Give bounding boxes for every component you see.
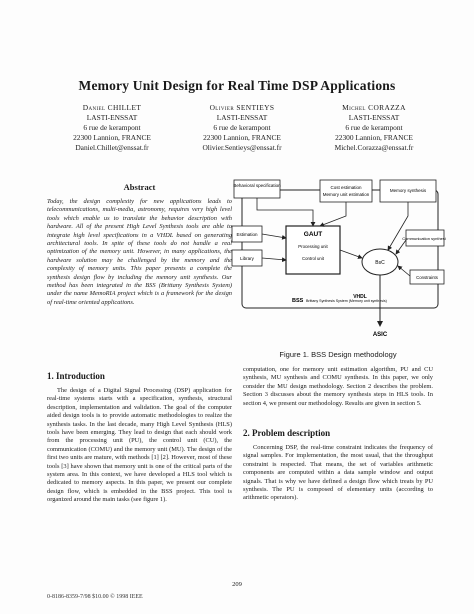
constraints-label: Constraints [416,275,438,280]
bss-label: BSS [292,298,304,304]
section-2-heading: 2. Problem description [243,428,331,438]
author-affiliation: LASTI-ENSSAT [216,113,268,122]
cost-box [320,180,372,202]
behavioral-label: Behavioral specification [233,183,281,188]
arrow-estimation-to-gaut [262,234,286,238]
author-email: Olivier.Sentieys@enssat.fr [202,143,282,152]
copyright-footer: 0-8186-8359-7/98 $10.00 © 1998 IEEE [47,594,143,600]
section-1-heading: 1. Introduction [47,371,105,381]
author-block [42,103,442,163]
abstract-body: Today, the design complexity for new applications leads to telecommunications, multi-media, astronomy, requires very high level tools which enable us to translate the behavior description with hardware. All of the present High Level Synthesis tools are able to integrate high level specifications in a VHDL based on generating architectural tools. In spite of these tools do not handle a real optimization of the memory unit. However, in many applications, the hardware solution may be challenged by the memory and the complexity of memory units. This paper presents a complete the synthesis design flow by including the memory unit synthesis. Our method has been integrated in the BSS (Brittany Synthesis System) under the name MemoRIA project which is a framework for the design of real-time oriented applications. [47,198,232,306]
author-1 [42,103,182,153]
processing-label: Processing unit [298,244,328,249]
author-affiliation: LASTI-ENSSAT [348,113,400,122]
author-city: 22300 Lannion, FRANCE [73,133,151,142]
author-email: Michel.Corazza@enssat.fr [334,143,414,152]
author-affiliation: LASTI-ENSSAT [86,113,138,122]
bsc-label: BsC [375,260,385,266]
author-2 [172,103,312,153]
bss-diagram [230,176,446,344]
library-label: Library [240,256,254,261]
section-1-body: The design of a Digital Signal Processing (DSP) application for real-time systems starts with a specification, synthesis, structural description, implementation and validation. The goal of the computer aided design tools is to provide automatic methodologies to realize the synthesis tasks. In the last decade, many High Level Synthesis (HLS) tools have been emerging. They lead to design that each should work from the processing unit (PU), the control unit (CU), the communication (COMU) and the memory unit (MU). The design of the first two units are mature, with methods [1] [2]. However, most of these tools [3] have shown that memory unit is one of the critical parts of the system area. In this context, we have developed a HLS tool which is dedicated to memory aspects. In this paper, we present our complete design flow, which is embedded in the BSS project. This tool is organized around the main tasks (see figure 1). [47,387,232,504]
asic-label: ASIC [372,332,388,338]
author-address: 6 rue de kerampont [213,123,271,132]
arrow-memsynth-to-bsc [388,202,408,250]
estimation-label: Estimation [236,232,258,237]
author-name: Olivier SENTIEYS [209,103,275,112]
author-address: 6 rue de kerampont [83,123,141,132]
arrow-gaut-to-bsc [340,250,362,258]
author-city: 22300 Lannion, FRANCE [203,133,281,142]
arrow-spec-to-gaut [257,198,313,226]
author-address: 6 rue de kerampont [345,123,403,132]
author-name: Michel CORAZZA [342,103,406,112]
arrow-cost-to-gaut [320,202,346,226]
abstract-heading: Abstract [123,182,156,192]
bss-desc-label: Brittany Synthesis System (Memory unit synthesis) [306,299,387,303]
memory-rules-label: Memory unit estimation [322,192,370,197]
arrow-library-to-gaut [262,258,286,260]
communication-label: Communication synthesis [402,236,446,241]
author-email: Daniel.Chillet@enssat.fr [75,143,149,152]
author-name: Daniel CHILLET [82,103,142,112]
vhdl-label: VHDL [353,294,367,300]
right-column-intro: computation, one for memory unit estimation algorithm, PU and CU synthesis, MU synthesis and COMU synthesis. In this paper, we only consider the MU design methodology. Section 2 describes the problem. Section 3 discusses about the memory synthesis steps in HLS tools. In section 4, we present our methodology. Results are given in section 5. [243,366,433,407]
figure-caption: Figure 1. BSS Design methodology [279,350,397,359]
gaut-label: GAUT [303,231,323,238]
author-city: 22300 Lannion, FRANCE [335,133,413,142]
paper-title: Memory Unit Design for Real Time DSP Applications [78,78,396,93]
figure-1 [230,176,446,344]
author-3 [304,103,444,153]
section-2-body: Concerning DSP, the real-time constraint indicates the frequency of signal samples. For implementation, the most usual, that the throughput constraint is respected. That means, the set of variables arithmetic components are computed within a data sample window and output signals. That is why we have defined a design flow which treats by PU synthesis. The PU is composed of elementary units (according to arithmetic operators). [243,444,433,502]
arrow-comm-to-bsc [396,240,406,254]
page-number: 209 [232,581,242,588]
memory-synthesis-label: Memory synthesis [389,188,427,193]
arrow-constraints-to-bsc [398,266,410,276]
control-label: Control unit [302,256,324,261]
cost-label: Cost estimation [330,185,362,190]
